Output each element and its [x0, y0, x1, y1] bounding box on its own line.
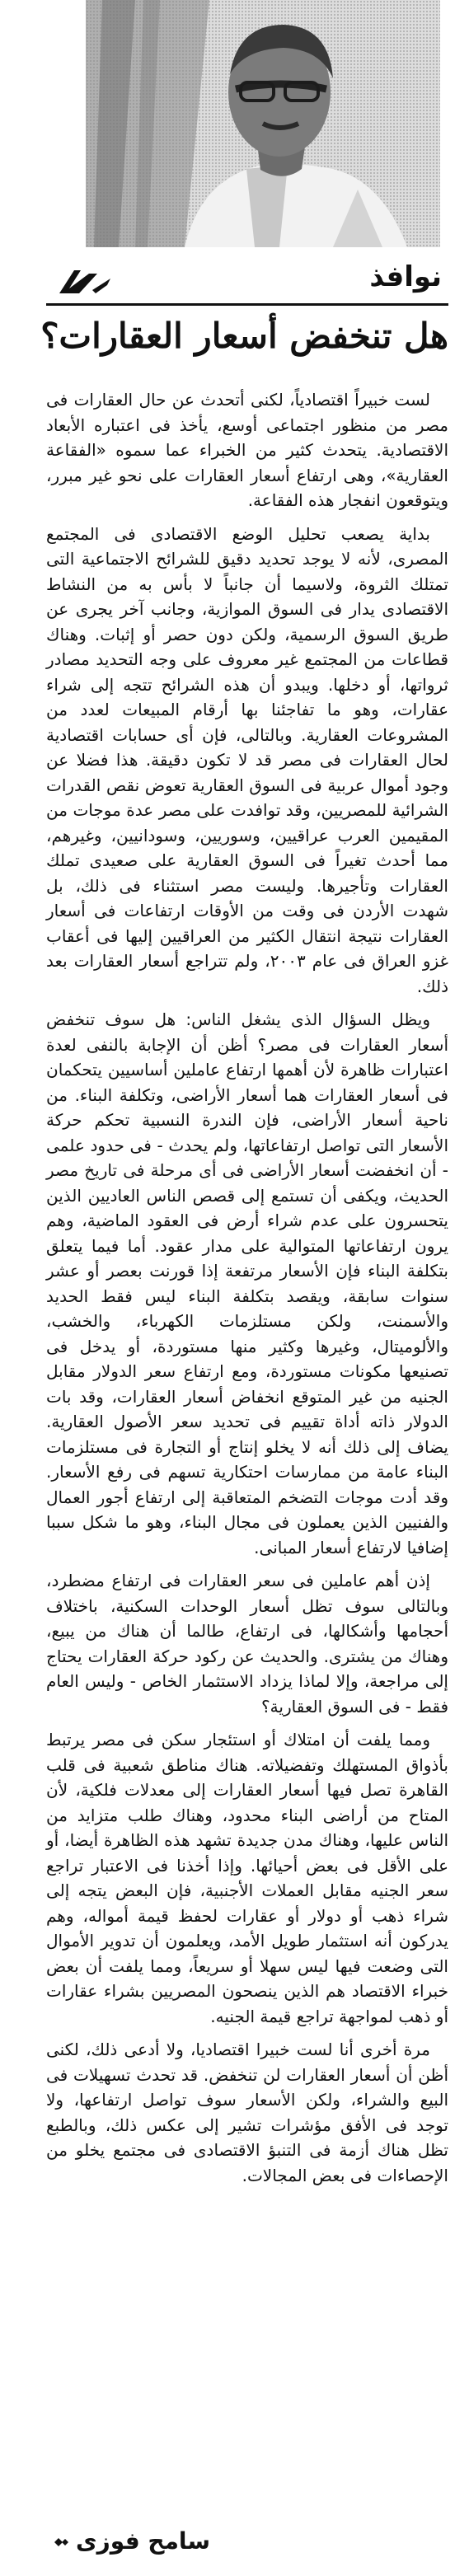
column-rubric [46, 252, 448, 306]
paragraph: ويظل السؤال الذى يشغل الناس: هل سوف تنخفض أسعار العقارات فى مصر؟ أظن أن الإجابة بالنفى لعدة اعتبارات ظاهرة لأن أهمها ارتفاع عاملين أساسيين يتحكمان فى أسعار العقارات هما أسعار الأراضى، وتكلفة البناء. من ناحية أسعار الأراضى، فإن الندرة النسبية تحكم حركة الأسعار التى تواصل ارتفاعاتها، ولم يحدث - فى حدود علمى - أن انخفضت أسعار الأراضى فى أى مرحلة فى تاريخ مصر الحديث، ويكفى أن تستمع إلى قصص الناس العاديين الذين يتحسرون على عدم شراء أرض فى العقود الماضية، وهم يرون ارتفاعاتها المتوالية على مدار عقود. أما فيما يتعلق بتكلفة البناء فإن الأسعار مرتفعة إذا قورنت بعصر أو عشر سنوات سابقة، ويقصد بتكلفة البناء ليس فقط الحديد والأسمنت، ولكن مستلزمات الكهرباء، والخشب، والألوميتال، وغيرها وكثير منها مستوردة، أو يدخل فى تصنيعها مكونات مستوردة، ومع ارتفاع سعر الدولار مقابل الجنيه من غير المتوقع انخفاض أسعار العقارات، وقد بات الدولار ذاته أداة تقييم فى تحديد سعر الأصول العقارية. يضاف إلى ذلك أنه لا يخلو إنتاج أو التجارة فى مستلزمات البناء عامة من ممارسات احتكارية تسهم فى رفع الأسعار. وقد أدت موجات التضخم المتعاقبة إلى ارتفاع أجور العمال والفنيين الذين يعملون فى مجال البناء، وهو ما شكل سببا إضافيا لارتفاع أسعار المبانى. [46, 1009, 448, 1557]
article-body [46, 387, 448, 2196]
rubric-logo [56, 265, 114, 298]
byline [46, 2522, 448, 2561]
column-name: نوافذ [369, 260, 442, 293]
paragraph: مرة أخرى أنا لست خبيرا اقتصاديا، ولا أدعى ذلك، لكنى أظن أن أسعار العقارات لن تنخفض. قد تحدث تسهيلات فى البيع والشراء، ولكن الأسعار سوف تواصل ارتفاعها، ولا توجد فى الأفق مؤشرات تشير إلى عكس ذلك، وبالطبع تظل هناك أزمة فى التنبؤ الاقتصادى فى مجتمع يخلو من الإحصاءات فى بعض المجالات. [46, 2040, 448, 2185]
paragraph: إذن أهم عاملين فى سعر العقارات فى ارتفاع مضطرد، وبالتالى سوف تظل أسعار الوحدات السكنية، باختلاف أحجامها وأشكالها، فى ارتفاع، طالما أن هناك من يبيع، وهناك من يشترى. والحديث عن ركود حركة العقارات يحتاج إلى مراجعة، وإلا لماذا يزداد الاستثمار الخاص - وليس العام فقط - فى السوق العقارية؟ [46, 1571, 448, 1717]
paragraph: ومما يلفت أن امتلاك أو استئجار سكن فى مصر يرتبط بأذواق المستهلك وتفضيلاته. هناك مناطق شعبية فى قلب القاهرة تصل فيها أسعار العقارات إلى معدلات فلكية، لأن المتاح من أراضى البناء محدود، وهناك طلب متزايد من الناس عليها، وهناك مدن جديدة تشهد هذه الظاهرة أيضا، أو على الأقل فى بعض أحيائها. وإذا أخذنا فى الاعتبار تراجع سعر الجنيه مقابل العملات الأجنبية، فإن البعض يتجه إلى شراء ذهب أو دولار أو عقارات لحفظ قيمة أمواله، وهم يدركون أنه استثمار طويل الأمد، ويعلمون أن تدوير الأموال التى وضعت فيها ليس سهلا أو سريعاً، ومما يلفت أن بعض خبراء الاقتصاد هم الذين ينصحون المصريين بشراء عقارات أو ذهب لمواجهة تراجع قيمة الجنيه. [46, 1730, 448, 2026]
author-name: سامح فوزى [76, 2527, 210, 2555]
headline: هل تنخفض أسعار العقارات؟ [40, 316, 448, 356]
paragraph: بداية يصعب تحليل الوضع الاقتصادى فى المجتمع المصرى، لأنه لا يوجد تحديد دقيق للشرائح الاجتماعية التى تمتلك الثروة، ولاسيما أن جانباً لا بأس به من النشاط الاقتصادى يدار فى السوق الموازية، وجانب آخر يجرى عن طريق السوق الرسمية، ولكن دون حصر أو إثبات. وهناك قطاعات من المجتمع غير معروف على وجه التحديد مصادر ثرواتها، أو دخلها. ويبدو أن هذه الشرائح تتجه إلى شراء عقارات، وهو ما تفاجئنا بها أرقام المبيعات لعدد من المشروعات العقارية. وبالتالى، فإن أى حسابات اقتصادية لحال العقارات فى مصر قد لا تكون دقيقة. هذا فضلا عن وجود أموال عربية فى السوق العقارية تعوض نقص القدرات الشرائية للمصريين، وقد توافدت على مصر عدة موجات من المقيمين العرب عراقيين، وسوريين، وسودانيين، وغيرهم، مما أحدث تغيراً فى السوق العقارية على صعيدى تملك العقارات وتأجيرها. وليست مصر استثناء فى ذلك، بل شهدت الأردن فى وقت من الأوقات ارتفاعات فى أسعار العقارات نتيجة انتقال الكثير من العراقيين إليها فى أعقاب غزو العراق فى عام ٢٠٠٣، ولم تتراجع أسعار العقارات بعد ذلك. [46, 523, 448, 996]
author-photo [86, 0, 440, 247]
diamond-bullet-icon [53, 2536, 71, 2548]
paragraph: لست خبيراً اقتصادياً، لكنى أتحدث عن حال العقارات فى مصر من منظور اجتماعى أوسع، يأخذ فى اعتباره الأبعاد الاقتصادية. يتحدث كثير من الخبراء عما سموه «الفقاعة العقارية»، وهى ارتفاع أسعار العقارات على نحو غير مبرر، ويتوقعون انفجار هذه الفقاعة. [46, 390, 448, 510]
